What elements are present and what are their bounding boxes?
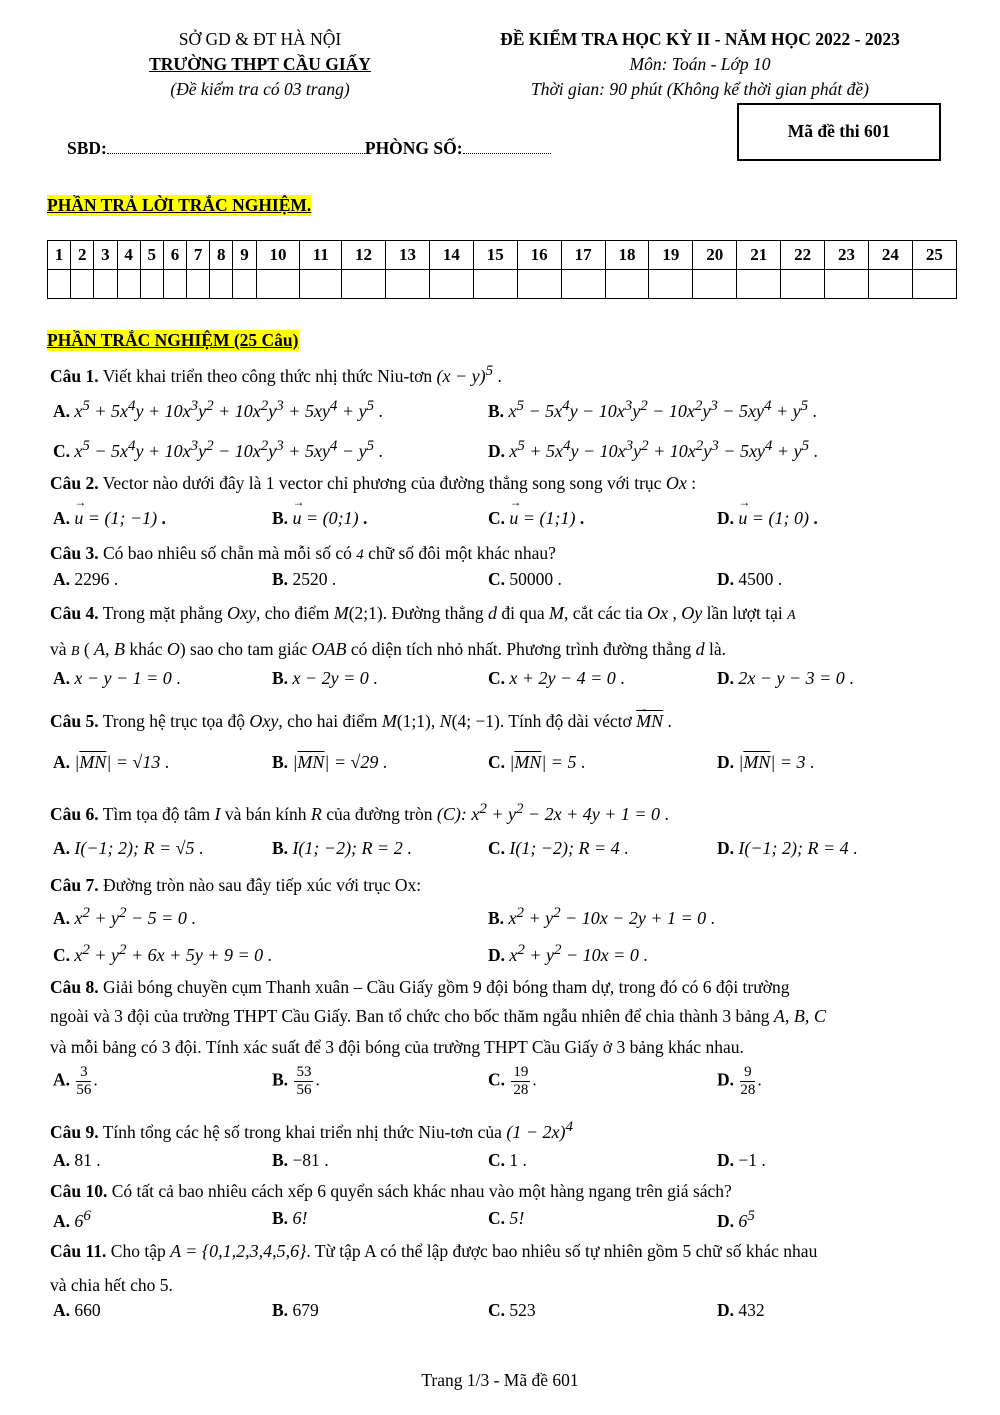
q1-option-a[interactable]: A. $x^5 + 5x^4y + 10x^3y^2 + 10x^2y^3 + 5xy^4 + y^5$ . bbox=[53, 398, 383, 421]
answer-cell[interactable] bbox=[256, 270, 300, 299]
q1-option-c[interactable]: C. $x^5 - 5x^4y + 10x^3y^2 - 10x^2y^3 + 5xy^4 - y^5$ . bbox=[53, 438, 383, 461]
school-name: TRƯỜNG THPT CẦU GIẤY bbox=[149, 54, 371, 74]
q11-option-b[interactable]: B. 679 bbox=[272, 1300, 319, 1320]
question-3: Câu 3. Có bao nhiêu số chẵn mà mỗi số có 4 chữ số đôi một khác nhau? bbox=[50, 543, 556, 563]
answer-number-cell: 20 bbox=[693, 241, 737, 270]
candidate-info-line bbox=[67, 138, 551, 159]
answer-cell[interactable] bbox=[517, 270, 561, 299]
answer-cell[interactable] bbox=[473, 270, 517, 299]
q5-option-b[interactable]: B. $|\overline{MN}| = √29$ . bbox=[272, 752, 388, 772]
q3-option-d[interactable]: D. 4500 . bbox=[717, 569, 783, 589]
answer-cell[interactable] bbox=[385, 270, 429, 299]
q11-option-d[interactable]: D. 432 bbox=[717, 1300, 765, 1320]
answer-number-cell: 7 bbox=[187, 241, 210, 270]
answer-number-cell: 9 bbox=[233, 241, 256, 270]
pages-note: (Đề kiểm tra có 03 trang) bbox=[170, 79, 350, 99]
answer-number-row bbox=[48, 241, 957, 270]
answer-cell[interactable] bbox=[561, 270, 605, 299]
question-2: Câu 2. Vector nào dưới đây là 1 vector chỉ phương của đường thẳng song song với trục Ox : bbox=[50, 473, 697, 493]
answer-number-cell: 23 bbox=[825, 241, 869, 270]
question-4: Câu 4. Trong mặt phẳng Oxy, cho điểm M(2;1). Đường thẳng d đi qua M, cắt các tia Ox , Oy lần lượt tại A bbox=[50, 603, 796, 623]
q8-option-d[interactable]: D. $\frac{9}{28}$ . bbox=[717, 1064, 762, 1098]
answer-number-cell: 12 bbox=[342, 241, 386, 270]
answer-number-cell: 21 bbox=[737, 241, 781, 270]
q1-expression: $(x - y)^5$ bbox=[436, 363, 494, 386]
q6-option-d[interactable]: D. I(−1; 2); R = 4 . bbox=[717, 838, 858, 858]
q3-option-c[interactable]: C. 50000 . bbox=[488, 569, 562, 589]
question-7: Câu 7. Đường tròn nào sau đây tiếp xúc với trục Ox: bbox=[50, 875, 422, 895]
answer-number-cell: 14 bbox=[429, 241, 473, 270]
q5-option-a[interactable]: A. $|\overline{MN}| = √13$ . bbox=[53, 752, 170, 772]
answer-cell[interactable] bbox=[94, 270, 117, 299]
answer-number-cell: 8 bbox=[210, 241, 233, 270]
answer-cell[interactable] bbox=[693, 270, 737, 299]
answer-number-cell: 22 bbox=[781, 241, 825, 270]
answer-table bbox=[47, 240, 957, 299]
q1-label: Câu 1. bbox=[50, 366, 99, 386]
answer-cell[interactable] bbox=[140, 270, 163, 299]
answer-cell[interactable] bbox=[737, 270, 781, 299]
answer-number-cell: 11 bbox=[300, 241, 342, 270]
sbd-field[interactable] bbox=[107, 139, 365, 154]
question-5: Câu 5. Trong hệ trục tọa độ Oxy, cho hai điểm M(1;1), N(4; −1). Tính độ dài véctơ → $\overline{MN}$ . bbox=[50, 708, 960, 734]
answer-number-cell: 19 bbox=[649, 241, 693, 270]
answer-cell[interactable] bbox=[300, 270, 342, 299]
answer-cell[interactable] bbox=[342, 270, 386, 299]
header-left bbox=[110, 27, 410, 102]
answer-number-cell: 4 bbox=[117, 241, 140, 270]
q10-option-b[interactable]: B. 6! bbox=[272, 1208, 308, 1228]
question-1: Câu 1. Viết khai triển theo công thức nhị thức Niu-tơn $(x - y)^5$ . bbox=[50, 363, 502, 386]
question-6: Câu 6. Tìm tọa độ tâm I và bán kính R của đường tròn (C): $x^2 + y^2 - 2x + 4y + 1 = 0$ . bbox=[50, 801, 669, 824]
question-11-line2: và chia hết cho 5. bbox=[50, 1275, 173, 1295]
exam-subject: Môn: Toán - Lớp 10 bbox=[629, 54, 771, 74]
q1-option-d[interactable]: D. $x^5 + 5x^4y - 10x^3y^2 + 10x^2y^3 - 5xy^4 + y^5$ . bbox=[488, 438, 818, 461]
q5-option-c[interactable]: C. $|\overline{MN}| = 5$ . bbox=[488, 752, 586, 772]
answer-cell[interactable] bbox=[163, 270, 186, 299]
answer-number-cell: 10 bbox=[256, 241, 300, 270]
answer-cell[interactable] bbox=[825, 270, 869, 299]
exam-title: ĐỀ KIỂM TRA HỌC KỲ II - NĂM HỌC 2022 - 2023 bbox=[500, 29, 900, 49]
answer-number-cell: 17 bbox=[561, 241, 605, 270]
answer-number-cell: 15 bbox=[473, 241, 517, 270]
question-8-line2: ngoài và 3 đội của trường THPT Cầu Giấy. Ban tổ chức cho bốc thăm ngẫu nhiên để chia thành 3 bảng A, B, C bbox=[50, 1006, 826, 1026]
q4-option-c[interactable]: C. x + 2y − 4 = 0 . bbox=[488, 668, 625, 688]
answer-cell[interactable] bbox=[233, 270, 256, 299]
question-8: Câu 8. Giải bóng chuyền cụm Thanh xuân – Cầu Giấy gồm 9 đội bóng tham dự, trong đó có 6 đội trường bbox=[50, 977, 790, 997]
q9-option-d[interactable]: D. −1 . bbox=[717, 1150, 766, 1170]
question-4-line2: và B ( A, B khác O) sao cho tam giác OAB có diện tích nhỏ nhất. Phương trình đường thẳng d là. bbox=[50, 639, 726, 659]
room-label: PHÒNG SỐ: bbox=[364, 138, 463, 158]
q2-text: Vector nào dưới đây là 1 vector chỉ phương của đường thẳng song song với trục bbox=[102, 473, 662, 493]
q11-option-c[interactable]: C. 523 bbox=[488, 1300, 536, 1320]
header-right bbox=[450, 27, 950, 102]
q6-option-b[interactable]: B. I(1; −2); R = 2 . bbox=[272, 838, 412, 858]
exam-time: Thời gian: 90 phút (Không kể thời gian phát đề) bbox=[530, 79, 870, 99]
q8-option-b[interactable]: B. $\frac{53}{56}$ . bbox=[272, 1064, 320, 1098]
exam-code-box bbox=[737, 103, 941, 161]
answer-number-cell: 24 bbox=[868, 241, 912, 270]
answer-cell[interactable] bbox=[210, 270, 233, 299]
q6-option-c[interactable]: C. I(1; −2); R = 4 . bbox=[488, 838, 629, 858]
q7-option-b[interactable]: B. $x^2 + y^2 - 10x - 2y + 1 = 0$ . bbox=[488, 905, 715, 928]
answer-cell[interactable] bbox=[912, 270, 956, 299]
answer-cell[interactable] bbox=[71, 270, 94, 299]
answer-number-cell: 25 bbox=[912, 241, 956, 270]
answer-number-cell: 3 bbox=[94, 241, 117, 270]
answer-cell[interactable] bbox=[187, 270, 210, 299]
q6-option-a[interactable]: A. I(−1; 2); R = √5 . bbox=[53, 838, 204, 858]
room-field[interactable] bbox=[463, 139, 551, 154]
answer-number-cell: 5 bbox=[140, 241, 163, 270]
q10-option-c[interactable]: C. 5! bbox=[488, 1208, 525, 1228]
q2-option-a[interactable]: A. → u = (1; −1) . bbox=[53, 508, 166, 529]
q4-option-b[interactable]: B. x − 2y = 0 . bbox=[272, 668, 378, 688]
q3-option-a[interactable]: A. 2296 . bbox=[53, 569, 119, 589]
question-9: Câu 9. Tính tổng các hệ số trong khai triển nhị thức Niu-tơn của $(1 - 2x)^4$ bbox=[50, 1119, 573, 1142]
q2-option-c[interactable]: C. → u = (1;1) . bbox=[488, 508, 584, 529]
q10-option-a[interactable]: A. $6^6$ bbox=[53, 1208, 91, 1231]
answer-cell[interactable] bbox=[868, 270, 912, 299]
answer-input-row bbox=[48, 270, 957, 299]
answer-cell[interactable] bbox=[649, 270, 693, 299]
q10-option-d[interactable]: D. $6^5$ bbox=[717, 1208, 755, 1231]
question-11: Câu 11. Cho tập A = {0,1,2,3,4,5,6}. Từ tập A có thể lập được bao nhiêu số tự nhiên gồm 5 chữ số khác nhau bbox=[50, 1241, 818, 1261]
q9-option-c[interactable]: C. 1 . bbox=[488, 1150, 527, 1170]
q11-option-a[interactable]: A. 660 bbox=[53, 1300, 101, 1320]
q3-label: Câu 3. bbox=[50, 543, 99, 563]
answer-number-cell: 6 bbox=[163, 241, 186, 270]
q2-option-b[interactable]: B. → u = (0;1) . bbox=[272, 508, 367, 529]
q7-option-d[interactable]: D. $x^2 + y^2 - 10x = 0$ . bbox=[488, 942, 648, 965]
department-name: SỞ GD & ĐT HÀ NỘI bbox=[178, 29, 342, 49]
q5-option-d[interactable]: D. $|\overline{MN}| = 3$ . bbox=[717, 752, 815, 772]
page-footer: Trang 1/3 - Mã đề 601 bbox=[421, 1370, 579, 1390]
q9-option-a[interactable]: A. 81 . bbox=[53, 1150, 101, 1170]
answer-cell[interactable] bbox=[605, 270, 649, 299]
q3-option-b[interactable]: B. 2520 . bbox=[272, 569, 337, 589]
answer-cell[interactable] bbox=[117, 270, 140, 299]
q7-option-a[interactable]: A. $x^2 + y^2 - 5 = 0$ . bbox=[53, 905, 196, 928]
q4-option-d[interactable]: D. 2x − y − 3 = 0 . bbox=[717, 668, 854, 688]
q8-option-c[interactable]: C. $\frac{19}{28}$ . bbox=[488, 1064, 537, 1098]
q1-text: Viết khai triển theo công thức nhị thức Niu-tơn bbox=[102, 366, 433, 386]
mc-section-title: PHẦN TRẮC NGHIỆM (25 Câu) bbox=[47, 330, 299, 350]
q7-option-c[interactable]: C. $x^2 + y^2 + 6x + 5y + 9 = 0$ . bbox=[53, 942, 272, 965]
question-8-line3: và mỗi bảng có 3 đội. Tính xác suất để 3 đội bóng của trường THPT Cầu Giấy ở 3 bảng khác nhau. bbox=[50, 1037, 744, 1057]
answer-number-cell: 1 bbox=[48, 241, 71, 270]
question-10: Câu 10. Có tất cả bao nhiêu cách xếp 6 quyển sách khác nhau vào một hàng ngang trên giá sách? bbox=[50, 1181, 732, 1201]
answer-number-cell: 16 bbox=[517, 241, 561, 270]
answer-number-cell: 2 bbox=[71, 241, 94, 270]
answer-cell[interactable] bbox=[429, 270, 473, 299]
answer-number-cell: 13 bbox=[385, 241, 429, 270]
q2-label: Câu 2. bbox=[50, 473, 99, 493]
answer-number-cell: 18 bbox=[605, 241, 649, 270]
q2-option-d[interactable]: D. → u = (1; 0) . bbox=[717, 508, 818, 529]
q4-option-a[interactable]: A. x − y − 1 = 0 . bbox=[53, 668, 181, 688]
q8-option-a[interactable]: A. $\frac{3}{56}$ . bbox=[53, 1064, 98, 1098]
answer-cell[interactable] bbox=[48, 270, 71, 299]
q9-option-b[interactable]: B. −81 . bbox=[272, 1150, 329, 1170]
answer-cell[interactable] bbox=[781, 270, 825, 299]
exam-code: Mã đề thi 601 bbox=[787, 121, 891, 141]
answer-section-title: PHẦN TRẢ LỜI TRẮC NGHIỆM. bbox=[47, 195, 312, 215]
sbd-label: SBD: bbox=[67, 138, 107, 158]
q1-option-b[interactable]: B. $x^5 - 5x^4y - 10x^3y^2 - 10x^2y^3 - 5xy^4 + y^5$ . bbox=[488, 398, 817, 421]
